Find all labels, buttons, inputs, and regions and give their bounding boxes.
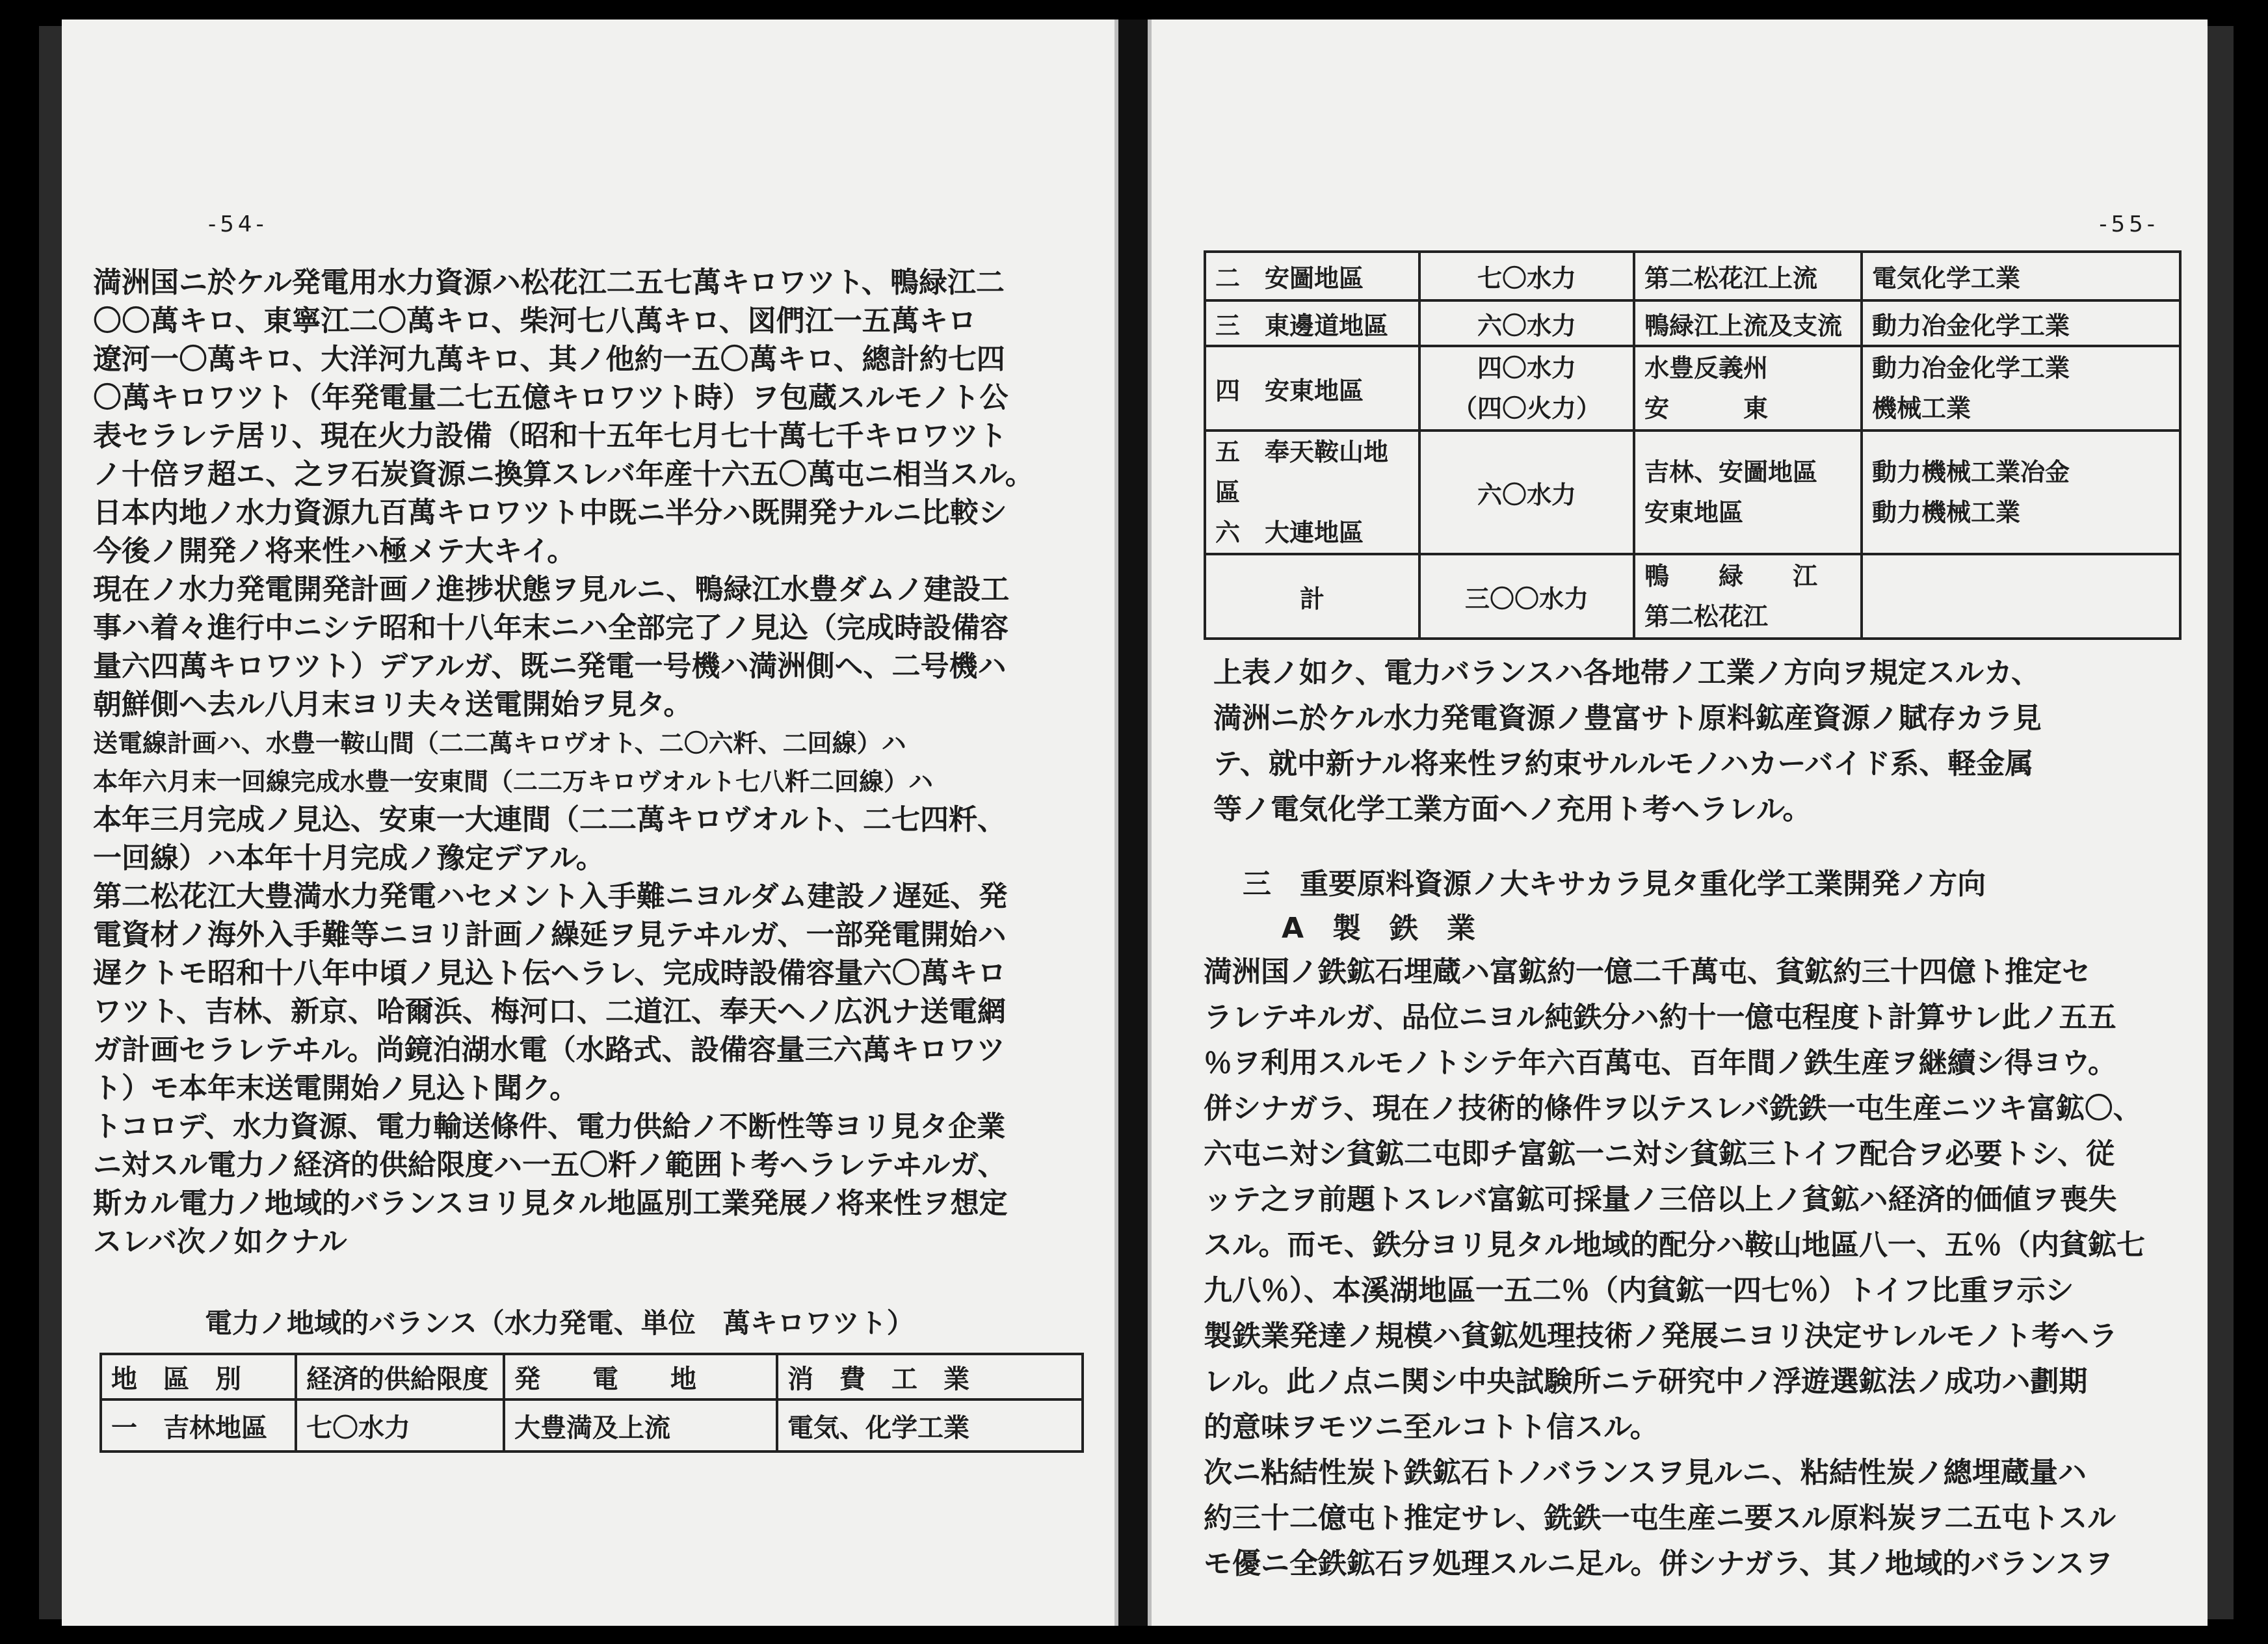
table-cell: 三〇〇水力 [1419, 554, 1634, 639]
text-line: 本年三月完成ノ見込、安東一大連間（二二萬キロヴオルト、二七四粁、 [93, 803, 1007, 836]
text-line: 遼河一〇萬キロ、大洋河九萬キロ、其ノ他約一五〇萬キロ、總計約七四 [93, 343, 1005, 376]
text-line: 〇萬キロワツト（年発電量二七五億キロワツト時）ヲ包蔵スルモノト公 [93, 381, 1009, 414]
text-line: 現在ノ水力発電開発計画ノ進捗状態ヲ見ルニ、鴨緑江水豊ダムノ建設工 [93, 573, 1010, 606]
text-line: 的意味ヲモツニ至ルコトト信スル。 [1204, 1411, 1659, 1444]
text-line: スル。而モ、鉄分ヨリ見タル地域的配分ハ鞍山地區八一、五％（内貧鉱七 [1204, 1228, 2146, 1262]
table-row [1205, 431, 2180, 554]
table-cell: 七〇水力 [296, 1399, 504, 1452]
table-row [1205, 300, 2180, 346]
book-spine [1118, 20, 1148, 1626]
text-line: 併シナガラ、現在ノ技術的條件ヲ以テスレバ銑鉄一屯生産ニツキ富鉱〇、 [1204, 1092, 2142, 1125]
table-cell: 大豊満及上流 [504, 1399, 777, 1452]
table-cell: 六〇水力 [1419, 300, 1634, 346]
text-line: 約三十二億屯ト推定サレ、銑鉄一屯生産ニ要スル原料炭ヲ二五屯トスル [1204, 1502, 2116, 1535]
table-title: 電力ノ地域的バランス（水力発電、単位 萬キロワツト） [205, 1307, 914, 1339]
table-cell: 第二松花江上流 [1634, 252, 1862, 300]
page-number: -55- [2099, 211, 2159, 237]
table-cell: 一 吉林地區 [101, 1399, 296, 1452]
table-cell: 五 奉天鞍山地區 六 大連地區 [1205, 431, 1419, 554]
text-line: 満洲国ノ鉄鉱石埋蔵ハ富鉱約一億二千萬屯、貧鉱約三十四億ト推定セ [1204, 955, 2090, 988]
table-row [1205, 554, 2180, 639]
text-line: 遅クトモ昭和十八年中頃ノ見込ト伝ヘラレ、完成時設備容量六〇萬キロ [93, 957, 1007, 990]
table-cell: 水豊反義州 安 東 [1634, 346, 1862, 431]
header-cell: 経済的供給限度 [296, 1354, 504, 1399]
table-cell: 鴨緑江上流及支流 [1634, 300, 1862, 346]
table-header-row [101, 1354, 1083, 1399]
table-cell: 動力機械工業冶金 動力機械工業 [1862, 431, 2180, 554]
table-cell: 鴨 緑 江 第二松花江 [1634, 554, 1862, 639]
table-row [1205, 346, 2180, 431]
table-cell: 電気化学工業 [1862, 252, 2180, 300]
text-line: 量六四萬キロワツト）デアルガ、既ニ発電一号機ハ満洲側ヘ、二号機ハ [93, 650, 1007, 683]
header-cell: 発 電 地 [504, 1354, 777, 1399]
text-line: 満洲国ニ於ケル発電用水力資源ハ松花江二五七萬キロワツト、鴨緑江二 [93, 266, 1005, 299]
text-line: レル。此ノ点ニ関シ中央試験所ニテ研究中ノ浮遊選鉱法ノ成功ハ劃期 [1204, 1365, 2088, 1398]
left-page [62, 20, 1118, 1626]
text-line: トコロデ、水力資源、電力輸送條件、電力供給ノ不断性等ヨリ見タ企業 [93, 1110, 1006, 1143]
text-line: 事ハ着々進行中ニシテ昭和十八年末ニハ全部完了ノ見込（完成時設備容 [93, 611, 1009, 644]
text-line: 第二松花江大豊満水力発電ハセメント入手難ニヨルダム建設ノ遅延、発 [93, 880, 1008, 913]
text-line: 上表ノ如ク、電力バランスハ各地帯ノ工業ノ方向ヲ規定スルカ、 [1213, 656, 2040, 689]
table-cell: 吉林、安圖地區 安東地區 [1634, 431, 1862, 554]
table-cell [1862, 554, 2180, 639]
text-line: 六屯ニ対シ貧鉱二屯即チ富鉱一ニ対シ貧鉱三トイフ配合ヲ必要トシ、従 [1204, 1137, 2115, 1171]
subheading: A 製 鉄 業 [1282, 912, 1476, 945]
text-line: 日本内地ノ水力資源九百萬キロワツト中既ニ半分ハ既開発ナルニ比較シ [93, 496, 1007, 529]
text-line: 電資材ノ海外入手難等ニヨリ計画ノ繰延ヲ見テヰルガ、一部発電開始ハ [93, 918, 1007, 951]
text-line: スレバ次ノ如クナル [93, 1225, 347, 1258]
text-line: 製鉄業発達ノ規模ハ貧鉱処理技術ノ発展ニヨリ決定サレルモノト考ヘラ [1204, 1319, 2118, 1353]
table-row [1205, 252, 2180, 300]
table-cell: 六〇水力 [1419, 431, 1634, 554]
header-cell: 地 區 別 [101, 1354, 296, 1399]
text-line: 送電線計画ハ、水豊一鞍山間（二二萬キロヴオト、二〇六粁、二回線）ハ [93, 729, 906, 758]
text-line: 斯カル電力ノ地域的バランスヨリ見タル地區別工業発展ノ将来性ヲ想定 [93, 1187, 1008, 1220]
text-line: テ、就中新ナル将来性ヲ約束サルルモノハカーバイド系、軽金属 [1213, 747, 2034, 780]
text-line: ッテ之ヲ前題トスレバ富鉱可採量ノ三倍以上ノ貧鉱ハ経済的価値ヲ喪失 [1204, 1183, 2117, 1216]
text-line: 本年六月末一回線完成水豊一安東間（二二万キロヴオルト七八粁二回線）ハ [93, 767, 934, 796]
text-line: 朝鮮側ヘ去ル八月末ヨリ夫々送電開始ヲ見タ。 [93, 688, 692, 721]
table-cell: 三 東邊道地區 [1205, 300, 1419, 346]
section-heading: 三 重要原料資源ノ大キサカラ見タ重化学工業開発ノ方向 [1243, 868, 1986, 901]
text-line: ％ヲ利用スルモノトシテ年六百萬屯、百年間ノ鉄生産ヲ継續シ得ヨウ。 [1204, 1046, 2117, 1080]
text-line: 等ノ電気化学工業方面ヘノ充用ト考ヘラレル。 [1213, 793, 1812, 826]
table-row [101, 1399, 1083, 1452]
page-number: -54- [208, 211, 268, 237]
text-line: 表セラレテ居リ、現在火力設備（昭和十五年七月七十萬七千キロワツト [93, 419, 1007, 453]
right-page [1148, 20, 2208, 1626]
power-balance-table [99, 1353, 1084, 1453]
text-line: ラレテヰルガ、品位ニヨル純鉄分ハ約十一億屯程度ト計算サレ此ノ五五 [1204, 1001, 2116, 1034]
text-line: ノ十倍ヲ超エ、之ヲ石炭資源ニ換算スレバ年産十六五〇萬屯ニ相当スル。 [93, 458, 1034, 491]
text-line: 九八％）、本溪湖地區一五二％（内貧鉱一四七％）トイフ比重ヲ示シ [1204, 1274, 2074, 1307]
text-line: 満洲ニ於ケル水力発電資源ノ豊富サト原料鉱産資源ノ賦存カラ見 [1213, 702, 2042, 735]
text-line: 次ニ粘結性炭ト鉄鉱石トノバランスヲ見ルニ、粘結性炭ノ總埋蔵量ハ [1204, 1456, 2087, 1489]
table-cell: 動力冶金化学工業 機械工業 [1862, 346, 2180, 431]
text-line: 〇〇萬キロ、東寧江二〇萬キロ、柴河七八萬キロ、図們江一五萬キロ [93, 304, 977, 338]
text-line: ニ対スル電力ノ経済的供給限度ハ一五〇粁ノ範囲ト考ヘラレテヰルガ、 [93, 1148, 1007, 1182]
table-cell: 七〇水力 [1419, 252, 1634, 300]
header-cell: 消 費 工 業 [777, 1354, 1083, 1399]
table-cell: 動力冶金化学工業 [1862, 300, 2180, 346]
text-line: ト）モ本年末送電開始ノ見込ト聞ク。 [93, 1072, 579, 1105]
table-cell: 二 安圖地區 [1205, 252, 1419, 300]
table-cell: 電気、化学工業 [777, 1399, 1083, 1452]
table-cell: 四〇水力 （四〇火力） [1419, 346, 1634, 431]
text-line: 今後ノ開発ノ将来性ハ極メテ大キイ。 [93, 535, 576, 568]
book-edge-left [39, 26, 62, 1619]
table-cell: 四 安東地區 [1205, 346, 1419, 431]
book-edge-right [2208, 26, 2234, 1619]
power-balance-table-continued [1204, 250, 2182, 640]
text-line: ガ計画セラレテヰル。尚鏡泊湖水電（水路式、設備容量三六萬キロワツ [93, 1033, 1005, 1067]
text-line: ワツト、吉林、新京、哈爾浜、梅河口、二道江、奉天ヘノ広汎ナ送電網 [93, 995, 1007, 1028]
table-cell: 計 [1205, 554, 1419, 639]
text-line: 一回線）ハ本年十月完成ノ豫定デアル。 [93, 842, 605, 875]
text-line: モ優ニ全鉄鉱石ヲ処理スルニ足ル。併シナガラ、其ノ地域的バランスヲ [1204, 1547, 2113, 1580]
